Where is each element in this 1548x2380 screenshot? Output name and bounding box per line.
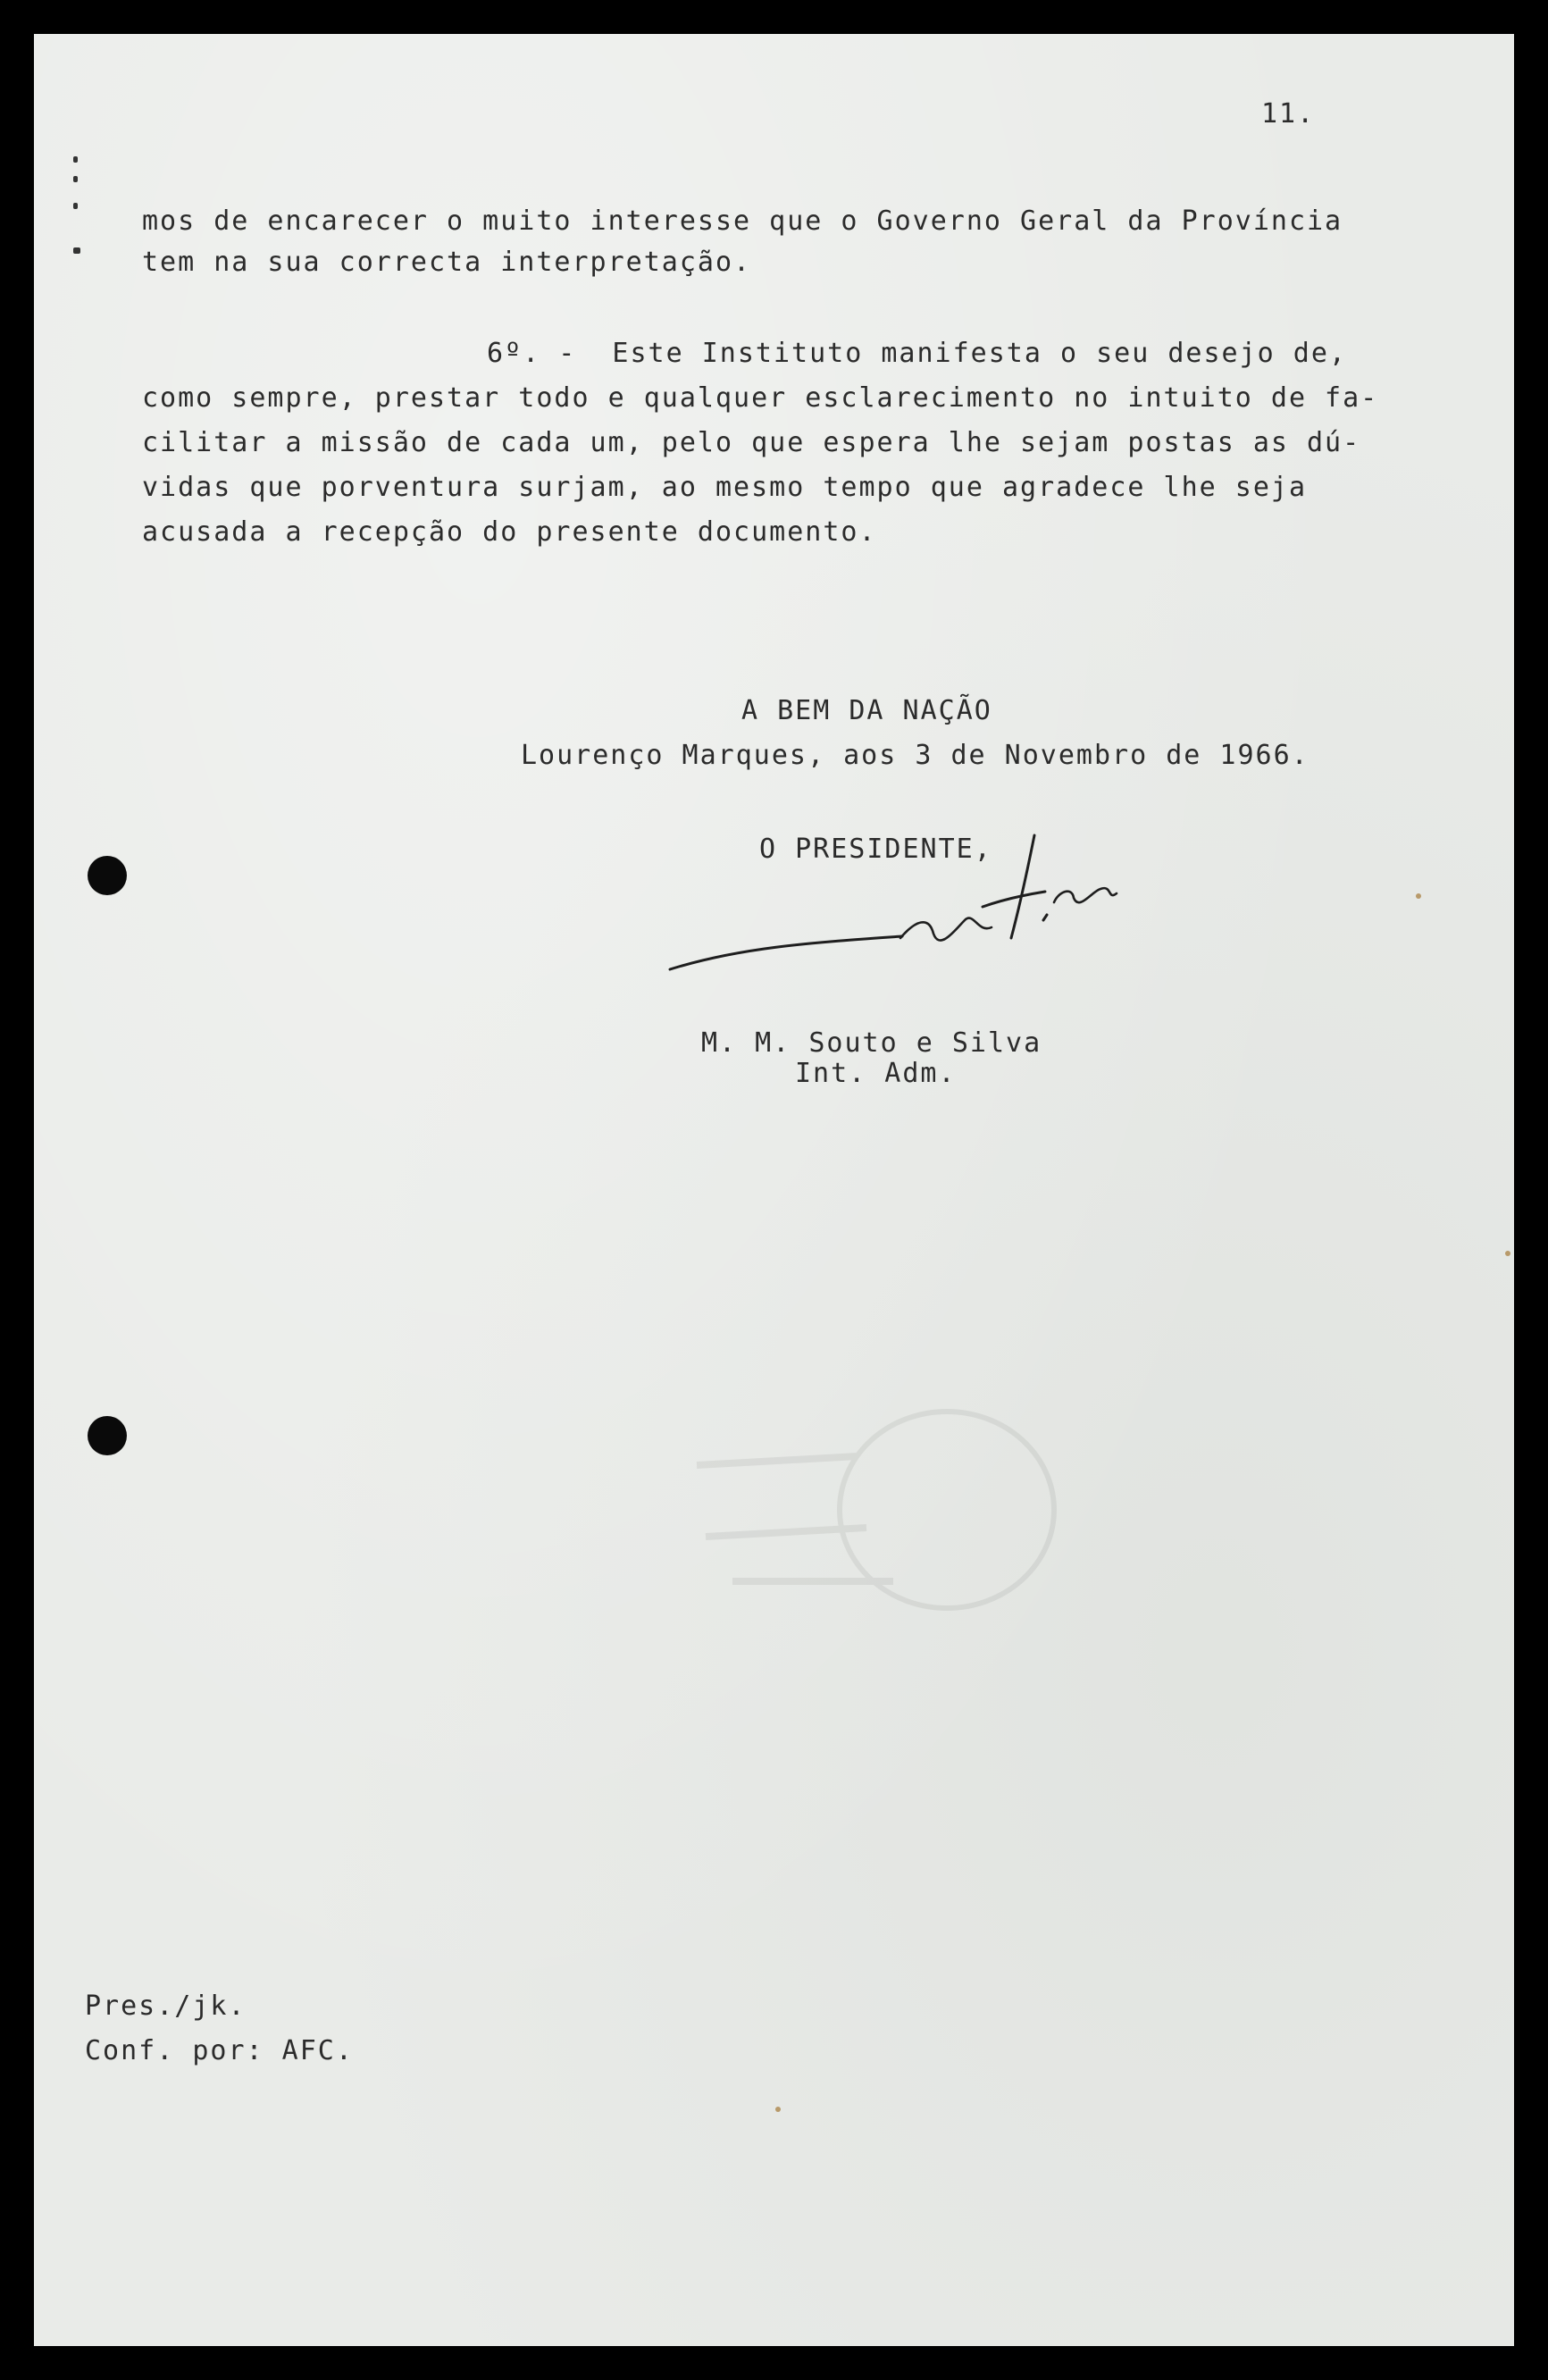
footer-reference: Pres./jk. <box>85 1990 247 2022</box>
signatory-title: Int. Adm. <box>795 1058 957 1089</box>
signatory-name: M. M. Souto e Silva <box>701 1027 1042 1059</box>
paragraph-line: cilitar a missão de cada um, pelo que espera lhe sejam postas as dú- <box>142 427 1361 458</box>
paragraph-line: tem na sua correcta interpretação. <box>142 247 752 278</box>
margin-marks <box>70 121 88 237</box>
paragraph-line: acusada a recepção do presente documento. <box>142 516 877 548</box>
paragraph-line: vidas que porventura surjam, ao mesmo tempo que agradece lhe seja <box>142 472 1307 503</box>
footer-conference: Conf. por: AFC. <box>85 2035 354 2066</box>
paragraph-line: mos de encarecer o muito interesse que o Governo Geral da Província <box>142 205 1343 237</box>
document-page <box>34 34 1514 2346</box>
punch-hole <box>88 1416 127 1455</box>
place-date: Lourenço Marques, aos 3 de Novembro de 1966. <box>521 740 1310 771</box>
paper-speck <box>1505 1251 1510 1256</box>
page-number: 11. <box>1261 98 1316 130</box>
handwritten-signature <box>661 786 1125 1001</box>
paragraph-line: 6º. - Este Instituto manifesta o seu desejo de, <box>487 338 1347 369</box>
paper-speck <box>775 2107 781 2112</box>
paragraph-line: como sempre, prestar todo e qualquer esclarecimento no intuito de fa- <box>142 382 1379 414</box>
faded-stamp <box>679 1403 1108 1689</box>
closing-motto: A BEM DA NAÇÃO <box>741 695 992 726</box>
punch-hole <box>88 856 127 895</box>
signatory-role: O PRESIDENTE, <box>759 834 992 865</box>
paper-speck <box>1416 893 1421 899</box>
